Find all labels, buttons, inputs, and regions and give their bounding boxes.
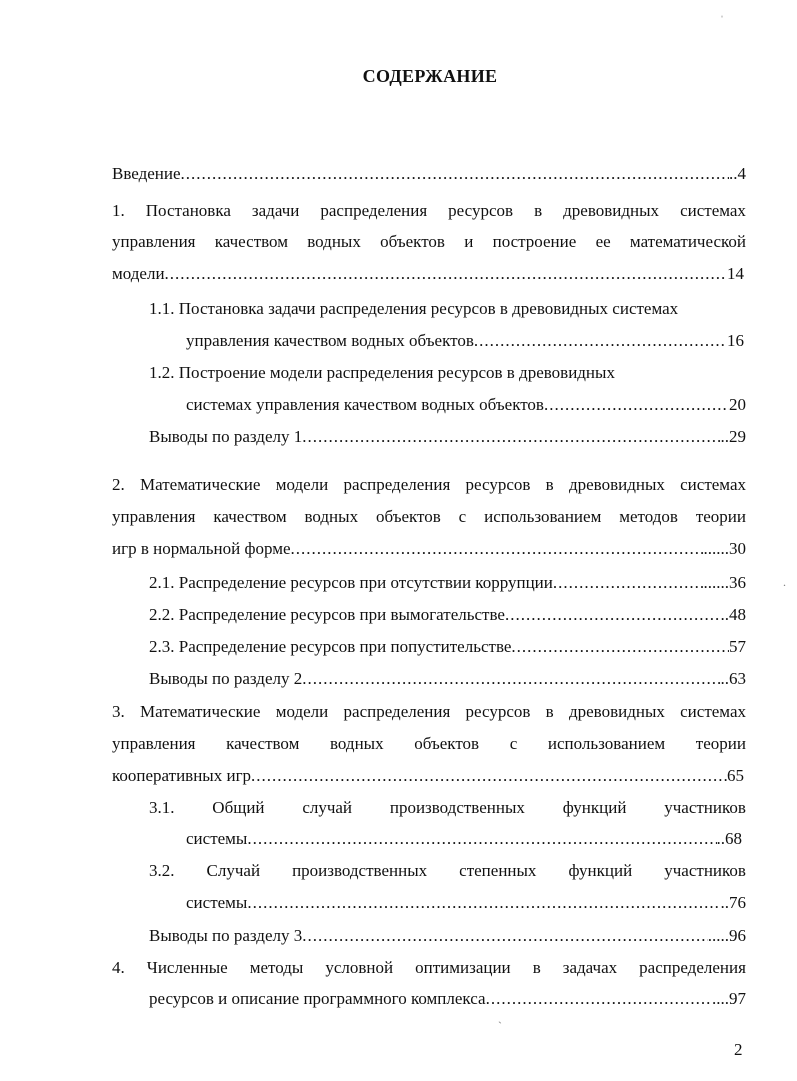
toc-section-3-1-line-2: системы ..... ..68 [186, 829, 742, 849]
toc-chapter-4-line-1: 4. Численные методы условной оптимизации в задачах распределения [112, 958, 746, 977]
scan-speck: ˌ [720, 4, 724, 18]
toc-entry-page: ..4 [729, 164, 746, 183]
toc-chapter-2-line-2: управления качеством водных объектов с использованием методов теории [112, 507, 746, 526]
leader-dots [165, 264, 727, 284]
toc-section-2-1: 2.1. Распределение ресурсов при отсутствии коррупции ..... ......36 [149, 573, 746, 593]
leader-dots [505, 605, 721, 625]
leader-dots [291, 539, 704, 559]
toc-chapter-1-line-3: модели ..... 14 [112, 264, 744, 284]
toc-section-1-1-line-1: 1.1. Постановка задачи распределения ресурсов в древовидных системах [149, 299, 679, 318]
toc-chapter-1-line-1: 1. Постановка задачи распределения ресурсов в древовидных системах [112, 201, 746, 220]
toc-conclusions-2: Выводы по разделу 2 ..... ..63 [149, 669, 746, 689]
toc-section-3-2-line-1: 3.2. Случай производственных степенных функций участников [149, 861, 746, 880]
leader-dots [251, 766, 727, 786]
toc-section-3-1-line-1: 3.1. Общий случай производственных функций участников [149, 798, 746, 817]
leader-dots [553, 573, 704, 593]
leader-dots [302, 669, 720, 689]
toc-conclusions-1: Выводы по разделу 1 ..... ..29 [149, 427, 746, 447]
toc-section-2-3: 2.3. Распределение ресурсов при попустительстве ..... 57 [149, 637, 746, 657]
toc-chapter-1-line-2: управления качеством водных объектов и построение ее математической [112, 232, 746, 251]
toc-chapter-3-line-2: управления качеством водных объектов с использованием теории [112, 734, 746, 753]
toc-section-3-2-line-2: системы ..... ..76 [186, 893, 746, 913]
leader-dots [302, 427, 720, 447]
leader-dots [302, 926, 708, 946]
leader-dots [247, 829, 716, 849]
toc-section-2-2: 2.2. Распределение ресурсов при вымогательстве ..... ..48 [149, 605, 746, 625]
leader-dots [474, 331, 727, 351]
leader-dots [247, 893, 720, 913]
toc-entry-title: Введение [112, 164, 181, 183]
toc-section-1-2-line-2: системах управления качеством водных объектов ..... 20 [186, 395, 746, 415]
toc-chapter-4-line-2: ресурсов и описание программного комплекса ..... ....97 [149, 989, 746, 1009]
toc-section-1-2-line-1: 1.2. Построение модели распределения ресурсов в древовидных [149, 363, 615, 382]
page-number: 2 [734, 1040, 743, 1059]
leader-dots [544, 395, 729, 415]
leader-dots [511, 637, 729, 657]
scan-speck: ˎ [498, 1010, 502, 1024]
toc-chapter-2-line-1: 2. Математические модели распределения ресурсов в древовидных системах [112, 475, 746, 494]
toc-conclusions-3: Выводы по разделу 3 ..... .....96 [149, 926, 746, 946]
toc-section-1-1-line-2: управления качеством водных объектов ..... 16 [186, 331, 744, 351]
toc-entry-intro [112, 164, 746, 184]
toc-chapter-3-line-3: кооперативных игр ..... 65 [112, 766, 744, 786]
page-title: СОДЕРЖАНИЕ [362, 66, 498, 86]
leader-dots [181, 164, 729, 184]
leader-dots [486, 989, 712, 1009]
toc-chapter-2-line-3: игр в нормальной форме ..... ......30 [112, 539, 746, 559]
toc-chapter-3-line-1: 3. Математические модели распределения ресурсов в древовидных системах [112, 702, 746, 721]
scan-speck: . [783, 575, 786, 589]
